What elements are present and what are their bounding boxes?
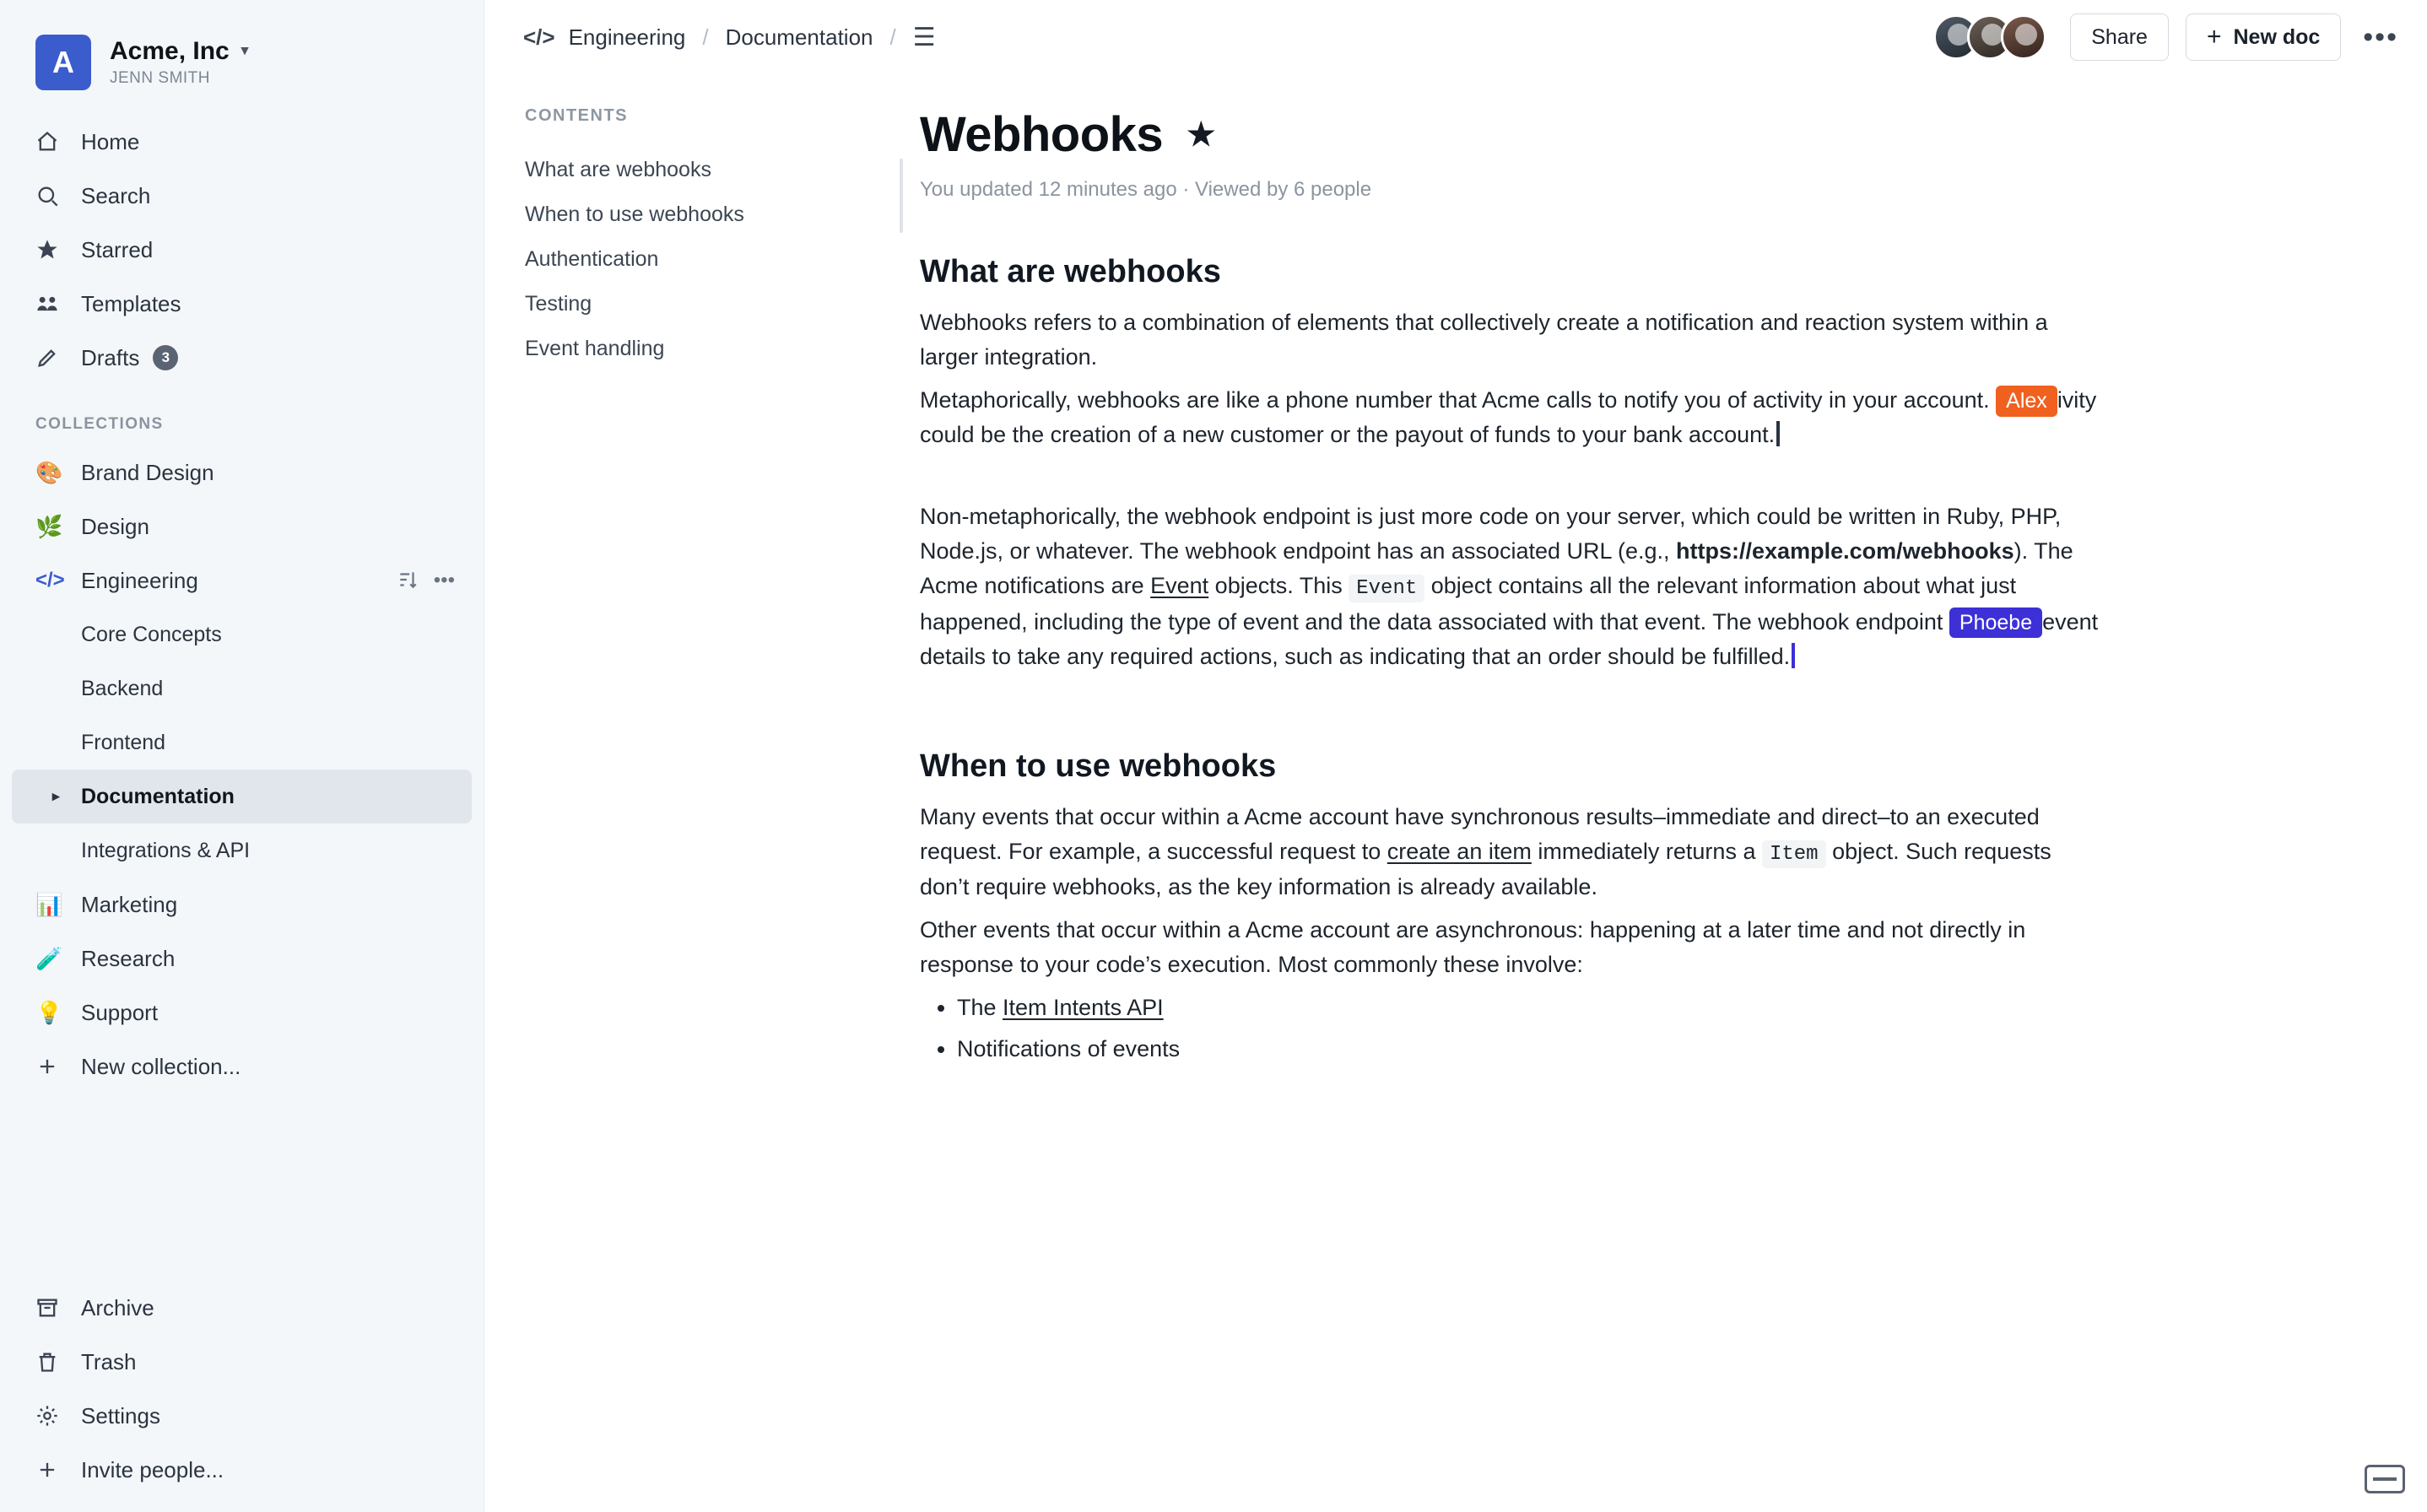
breadcrumb-engineering[interactable]: Engineering [568,24,686,50]
code-icon: </> [35,569,65,591]
list-item [957,991,2101,1025]
sidebar-item-frontend[interactable] [0,716,484,770]
sidebar-item-label: Archive [81,1294,154,1320]
paragraph-text: Metaphorically, webhooks are like a phone number that Acme calls to notify you of activity in your account. [920,387,1997,413]
sidebar-bottom-nav [0,1281,484,1497]
chevron-right-icon[interactable]: ▸ [52,788,60,804]
toc-item-testing[interactable]: Testing [525,292,592,316]
more-icon[interactable]: ••• [2363,20,2398,53]
paragraph-text: Non-metaphorically, the webhook endpoint is just more code on your server, which could be written in Ruby, PHP, Node.js, or whatever. The webhook endpoint has an associated URL (e.g., [920,504,2062,564]
sidebar-item-label: Starred [81,236,154,262]
sidebar-item-search[interactable] [0,169,484,223]
share-button[interactable]: Share [2070,14,2169,61]
sidebar-item-templates[interactable] [0,277,484,331]
templates-icon [35,292,68,316]
collection-label: Marketing [81,891,178,917]
new-collection-label: New collection... [81,1053,241,1079]
paragraph [920,800,2101,905]
link-create-an-item[interactable]: create an item [1386,838,1532,864]
collection-label: Support [81,999,159,1025]
sidebar-item-trash[interactable] [0,1335,484,1389]
team-avatar: A [35,35,91,90]
link-item-intents-api[interactable]: Item Intents API [1003,995,1164,1021]
sidebar-item-engineering[interactable] [0,554,484,608]
primary-nav [0,115,484,385]
child-label: Integrations & API [81,838,251,862]
paragraph: Other events that occur within a Acme account are asynchronous: happening at a later time and not directly in response to your code’s execution. Most commonly these involve: [920,917,2026,978]
code-icon: </> [523,24,555,50]
team-switcher[interactable] [0,24,484,96]
collection-actions [397,569,455,592]
child-label: Documentation [81,784,235,808]
toc-item-event-handling[interactable]: Event handling [525,337,665,360]
star-icon[interactable]: ★ [1186,117,1215,153]
home-icon [35,130,68,154]
collection-label: Design [81,513,149,539]
table-of-contents [484,106,920,1073]
new-doc-label: New doc [2233,24,2321,49]
text-cursor [1776,421,1780,446]
sidebar-item-brand-design[interactable] [0,446,484,500]
child-label: Core Concepts [81,622,222,646]
team-user: JENN SMITH [110,69,210,88]
sidebar-item-documentation[interactable] [12,770,472,824]
sidebar-item-invite-people[interactable] [0,1443,484,1497]
sidebar-item-label: Home [81,128,140,154]
sidebar-item-label: Drafts [81,344,140,370]
paragraph-text: ). The Acme notifications are [920,538,2073,599]
collection-label: Research [81,945,176,971]
breadcrumb-separator: / [889,24,896,50]
child-label: Backend [81,676,164,700]
toc-heading: CONTENTS [525,106,628,125]
document-menu-icon[interactable]: ☰ [912,23,936,51]
main-panel [484,0,2427,1512]
paragraph-text: Many events that occur within a Acme account have synchronous results–immediate and direct–to an executed request. For example, a successful request to [920,803,2040,864]
section-heading-when-to-use-webhooks: When to use webhooks [920,748,1277,784]
search-icon [35,184,68,208]
sidebar-item-drafts[interactable] [0,331,484,385]
inline-code-event: Event [1349,575,1424,602]
sidebar-item-label: Search [81,182,151,208]
breadcrumb-documentation[interactable]: Documentation [725,24,873,50]
team-name-row [110,37,248,65]
new-collection-button[interactable] [0,1040,484,1094]
avatar[interactable] [2001,14,2046,60]
paragraph-text: event details to take any required actions, such as indicating that an order should be fulfilled. [920,608,2099,669]
sidebar-item-label: Settings [81,1402,160,1428]
collections-heading: COLLECTIONS [35,415,164,433]
lightbulb-icon: 💡 [35,999,63,1025]
document-body [920,106,2236,1073]
plus-icon [35,1055,68,1078]
document-meta: You updated 12 minutes ago · Viewed by 6 people [920,178,1372,201]
text-cursor-collaborator [1792,643,1795,668]
sidebar-item-label: Trash [81,1348,137,1374]
paragraph-text: immediately returns a [1531,838,1762,864]
chevron-down-icon[interactable]: ▾ [241,42,249,59]
toc-active-rail [900,159,903,233]
sidebar [0,0,484,1512]
gear-icon [35,1404,68,1428]
sidebar-item-label: Invite people... [81,1456,224,1482]
paragraph-text: object. Such requests don’t require webhooks, as the key information is already available. [920,838,2051,900]
archive-icon [35,1296,68,1320]
sidebar-item-starred[interactable] [0,223,484,277]
link-event[interactable]: Event [1150,573,1209,599]
flask-icon: 🧪 [35,945,63,971]
new-doc-button[interactable] [2186,14,2341,61]
leaf-icon: 🌿 [35,513,63,539]
list-item: • Notifications of events [957,1032,2101,1066]
pencil-icon [35,346,68,370]
paragraph-text: ivity could be the creation of a new customer or the payout of funds to your bank account. [920,387,2097,448]
plus-icon: + [2206,23,2222,51]
paragraph-text: object contains all the relevant information about what just happened, including the type of event and the data associated with that event. The webhook endpoint [920,573,2017,634]
team-name: Acme, Inc [110,37,230,66]
toc-item-what-are-webhooks[interactable]: What are webhooks [525,158,711,181]
sort-icon[interactable] [397,569,419,592]
collection-label: Engineering [81,567,198,593]
chart-icon: 📊 [35,891,63,917]
child-label: Frontend [81,730,166,754]
keyboard-icon[interactable] [2365,1465,2405,1493]
sidebar-item-home[interactable] [0,115,484,169]
topbar [484,0,2427,74]
sidebar-item-core-concepts[interactable] [0,608,484,662]
link-webhooks-url[interactable]: https://example.com/webhooks [1676,538,2014,564]
paragraph-with-presence-tag [920,383,2101,452]
collaborator-tag-phoebe: Phoebe [1949,608,2042,639]
bullet-list [920,991,2101,1066]
sidebar-item-support[interactable] [0,986,484,1040]
sidebar-item-backend[interactable] [0,662,484,716]
sidebar-item-archive[interactable] [0,1281,484,1335]
more-icon[interactable]: ••• [433,569,455,591]
sidebar-item-settings[interactable] [0,1389,484,1443]
star-icon [35,238,68,262]
paragraph: Webhooks refers to a combination of elements that collectively create a notification and reaction system within a larger integration. [920,310,2048,370]
sidebar-item-design[interactable] [0,500,484,554]
collection-label: Brand Design [81,459,214,485]
collections-list [0,446,484,1094]
trash-icon [35,1350,68,1374]
breadcrumb-separator: / [702,24,709,50]
plus-icon [35,1458,68,1482]
section-heading-what-are-webhooks: What are webhooks [920,254,1221,289]
paragraph-with-presence-tag-2 [920,500,2101,674]
collaborator-tag-alex: Alex [1996,386,2057,417]
palette-icon: 🎨 [35,459,63,485]
breadcrumb [523,23,936,52]
sidebar-item-integrations-api[interactable] [0,824,484,878]
sidebar-item-label: Templates [81,290,181,316]
page-title-row [920,106,2101,163]
toc-item-when-to-use-webhooks[interactable]: When to use webhooks [525,202,744,226]
toc-item-authentication[interactable]: Authentication [525,247,659,271]
sidebar-item-marketing[interactable] [0,878,484,932]
sidebar-item-research[interactable] [0,932,484,986]
topbar-actions [1933,14,2398,61]
list-item-text: The [957,995,1003,1021]
content-area [484,74,2427,1073]
inline-code-item: Item [1762,840,1826,868]
presence-avatars [1933,14,2046,60]
team-meta [110,37,248,88]
paragraph-text: objects. This [1208,573,1349,599]
status-badge: 3 [153,345,178,370]
page-title: Webhooks [920,107,1164,162]
